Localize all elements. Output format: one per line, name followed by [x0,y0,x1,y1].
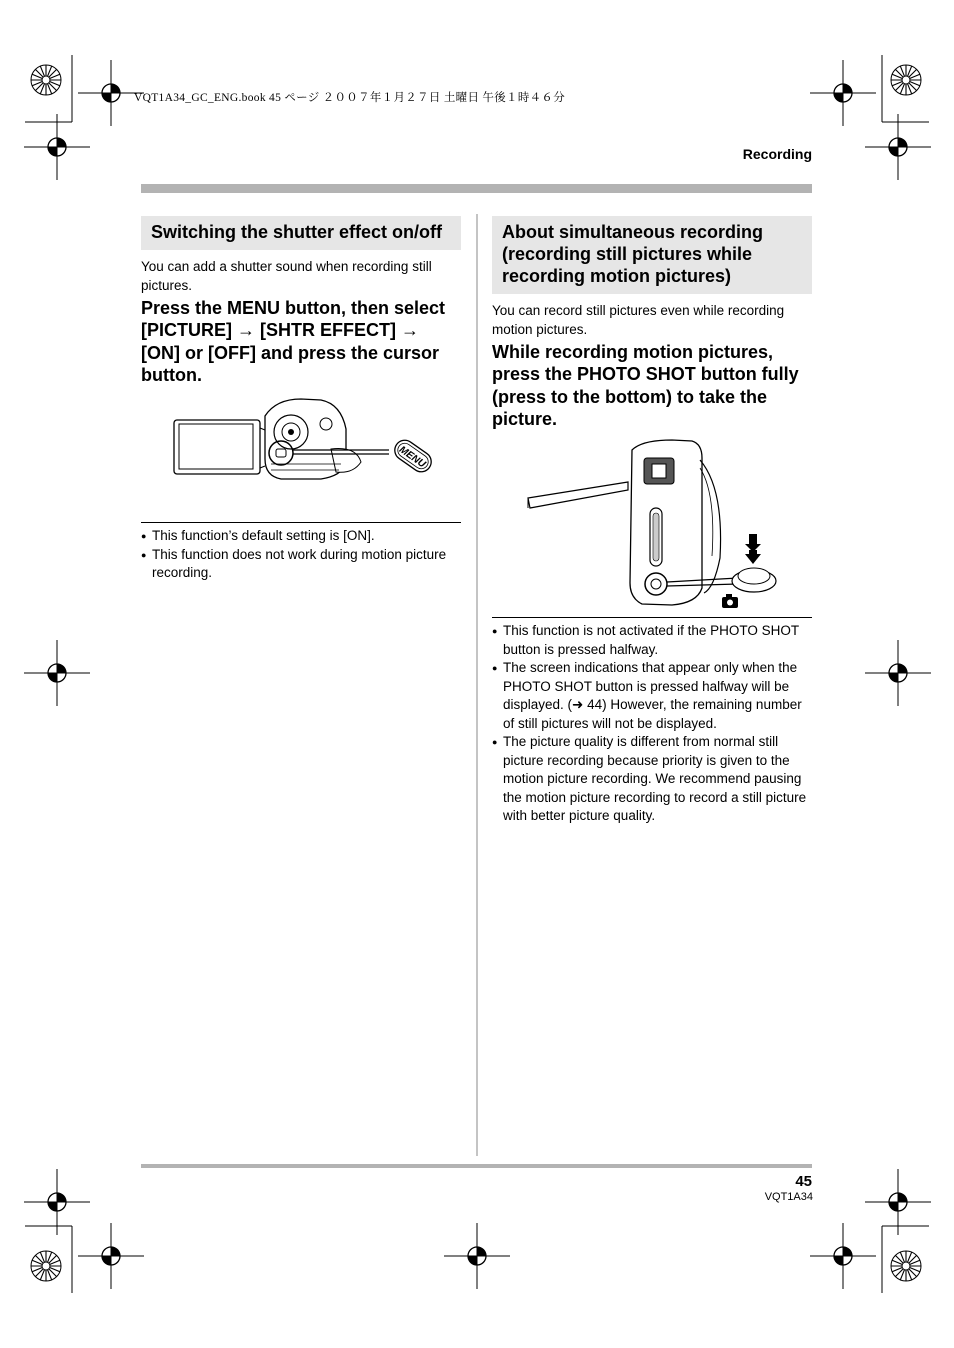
menu-key-label: MENU [396,444,428,471]
note-item: ● The picture quality is different from normal still picture recording because priority is given to the motion picture recording. We recommend pausing the motion picture recording to record a still picture with better picture quality. [492,733,812,826]
section-title-simultaneous-recording: About simultaneous recording (recording still pictures while recording motion pictures) [492,216,812,294]
model-code: VQT1A34 [764,1191,813,1203]
note-item: ● This function is not activated if the PHOTO SHOT button is pressed halfway. [492,622,812,659]
simultaneous-notes [492,617,812,826]
shutter-step-instruction: Press the MENU button, then select [PICTURE] → [SHTR EFFECT] → [ON] or [OFF] and press the cursor button. [141,298,446,385]
shutter-intro-text: You can add a shutter sound when recording still pictures. [141,259,432,293]
note-item: ● This function’s default setting is [ON]. [141,527,461,546]
shutter-notes [141,522,461,583]
running-header: Recording [742,146,812,162]
camcorder-photo-shot-illustration [492,438,812,613]
top-rule [141,184,812,193]
column-divider [476,214,478,1156]
print-info-line: VQT1A34_GC_ENG.book 45 ページ ２００７年１月２７日 土曜日 午後１時４６分 [134,92,566,104]
page-number: 45 [795,1173,812,1190]
simultaneous-step-instruction: While recording motion pictures, press the PHOTO SHOT button fully (press to the bottom) to take the picture. [492,342,799,429]
right-column [492,216,812,826]
note-item: ● This function does not work during motion picture recording. [141,546,461,583]
note-item: ● The screen indications that appear only when the PHOTO SHOT button is pressed halfway will be displayed. (➜ 44) However, the remaining number of still pictures will not be displayed. [492,659,812,733]
section-title-shutter-effect: Switching the shutter effect on/off [141,216,461,250]
simultaneous-intro-text: You can record still pictures even while recording motion pictures. [492,303,785,337]
left-column [141,216,461,583]
bottom-rule [141,1164,812,1168]
camera-icon [722,594,738,608]
camcorder-menu-button-illustration [141,394,461,512]
